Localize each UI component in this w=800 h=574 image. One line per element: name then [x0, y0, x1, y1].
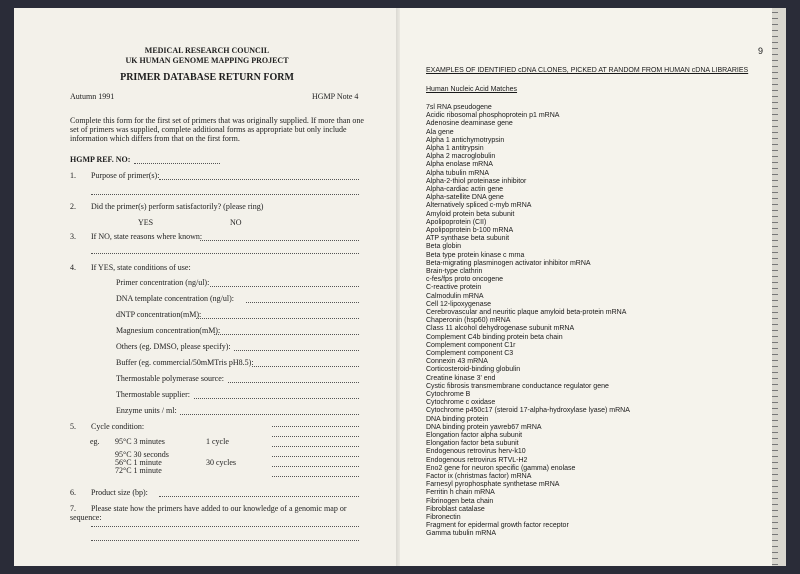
ruler-tick	[772, 462, 778, 463]
yes-option[interactable]: YES	[138, 218, 154, 227]
condition-supplier-field[interactable]	[194, 398, 359, 399]
q1-label: Purpose of primer(s):	[91, 171, 160, 180]
list-title: EXAMPLES OF IDENTIFIED cDNA CLONES, PICKED AT RANDOM FROM HUMAN cDNA LIBRARIES	[426, 67, 749, 74]
condition-magnesium-field[interactable]	[214, 334, 359, 335]
ruler-tick	[772, 444, 778, 445]
ruler-tick	[772, 498, 778, 499]
condition-buffer-label: Buffer (eg. commercial/50mMTris pH8.5):	[116, 358, 254, 367]
cycle-b-count: 30 cycles	[206, 458, 236, 467]
condition-primer-field[interactable]	[210, 286, 359, 287]
form-date: Autumn 1991	[70, 92, 115, 101]
ref-number-label: HGMP REF. NO:	[70, 155, 131, 164]
list-item: Apolipoprotein b-100 mRNA	[426, 227, 514, 234]
condition-polymerase-label: Thermostable polymerase source:	[116, 374, 224, 383]
ruler-tick	[772, 120, 778, 121]
ruler-tick	[772, 252, 778, 253]
condition-polymerase-field[interactable]	[228, 382, 359, 383]
q1-number: 1.	[70, 171, 76, 180]
ruler-tick	[772, 270, 778, 271]
list-item: Fibrinogen beta chain	[426, 497, 494, 505]
condition-dntp-label: dNTP concentration(mM):	[116, 310, 202, 319]
q6-label: Product size (bp):	[91, 488, 148, 497]
q7-label: Please state how the primers have added to our knowledge of a genomic map or	[91, 504, 347, 513]
ruler-tick	[772, 96, 778, 97]
ruler-tick	[772, 288, 778, 289]
condition-enzyme-label: Enzyme units / ml:	[116, 406, 177, 415]
ruler-tick	[772, 174, 778, 175]
ruler-tick	[772, 516, 778, 517]
cycle-field-6[interactable]	[272, 476, 359, 477]
list-item: Cytochrome c oxidase	[426, 399, 496, 407]
ruler-tick	[772, 198, 778, 199]
ruler-tick	[772, 36, 778, 37]
ruler-tick	[772, 534, 778, 535]
ruler-tick	[772, 546, 778, 547]
list-item: Factor ix (christmas factor) mRNA	[426, 473, 532, 480]
page-edge-ruler	[772, 8, 786, 566]
ruler-tick	[772, 510, 778, 511]
list-item: Cell 12-lipoxygenase	[426, 300, 491, 308]
cycle-field-4[interactable]	[272, 456, 359, 457]
list-item: Connexin 43 mRNA	[426, 358, 488, 366]
ruler-tick	[772, 78, 778, 79]
ruler-tick	[772, 366, 778, 367]
list-item: Gamma tubulin mRNA	[426, 530, 497, 538]
ruler-tick	[772, 132, 778, 133]
ruler-tick	[772, 318, 778, 319]
ruler-tick	[772, 90, 778, 91]
ruler-tick	[772, 312, 778, 313]
list-item: Chaperonin (hsp60) mRNA	[426, 317, 511, 325]
cycle-a-count: 1 cycle	[206, 437, 229, 446]
ruler-tick	[772, 564, 778, 565]
list-item: Endogenous retrovirus RTVL-H2	[426, 456, 528, 464]
list-item: Adenosine deaminase gene	[426, 120, 513, 128]
ruler-tick	[772, 408, 778, 409]
list-item: c-fes/fps proto oncogene	[426, 276, 504, 284]
condition-template-label: DNA template concentration (ng/ul):	[116, 294, 234, 303]
list-item: Beta-migrating plasminogen activator inhibitor mRNA	[426, 259, 591, 267]
ruler-tick	[772, 24, 778, 25]
ruler-tick	[772, 168, 778, 169]
list-subtitle: Human Nucleic Acid Matches	[426, 86, 518, 93]
ruler-tick	[772, 42, 778, 43]
ruler-tick	[772, 54, 778, 55]
list-item: Brain-type clathrin	[426, 268, 483, 275]
ruler-tick	[772, 528, 778, 529]
ruler-tick	[772, 474, 778, 475]
ruler-tick	[772, 84, 778, 85]
form-title: PRIMER DATABASE RETURN FORM	[120, 72, 294, 83]
ruler-tick	[772, 210, 778, 211]
q7-number: 7.	[70, 504, 76, 513]
q5-label: Cycle condition:	[91, 422, 145, 431]
condition-template-field[interactable]	[246, 302, 359, 303]
list-item: Elongation factor beta subunit	[426, 440, 519, 448]
ruler-tick	[772, 60, 778, 61]
ruler-tick	[772, 18, 778, 19]
project-heading: UK HUMAN GENOME MAPPING PROJECT	[125, 56, 289, 65]
q4-number: 4.	[70, 263, 76, 272]
ruler-tick	[772, 300, 778, 301]
intro-line-2: set of primers was supplied, complete additional forms as appropriate but only include	[70, 125, 347, 134]
list-item: ATP synthase beta subunit	[426, 235, 510, 243]
ruler-tick	[772, 420, 778, 421]
q3-field[interactable]	[200, 240, 359, 241]
ruler-tick	[772, 390, 778, 391]
q7-field-line-1[interactable]	[91, 526, 359, 527]
ruler-tick	[772, 492, 778, 493]
ruler-tick	[772, 306, 778, 307]
ruler-tick	[772, 48, 778, 49]
intro-line-3: information which differs from that on the first form.	[70, 134, 240, 143]
list-item: Corticosteroid-binding globulin	[426, 366, 521, 374]
list-item: Alpha-cardiac actin gene	[426, 186, 504, 193]
list-item: Complement C4b binding protein beta chain	[426, 333, 563, 341]
ruler-tick	[772, 114, 778, 115]
ruler-tick	[772, 324, 778, 325]
cycle-field-2[interactable]	[272, 436, 359, 437]
q3-number: 3.	[70, 232, 76, 241]
ruler-tick	[772, 150, 778, 151]
cycle-b-line-2: 56°C 1 minute	[115, 458, 162, 467]
list-item: Alpha-2-thiol proteinase inhibitor	[426, 177, 527, 185]
ruler-tick	[772, 348, 778, 349]
q3-label: If NO, state reasons where known:	[91, 232, 203, 241]
ruler-tick	[772, 330, 778, 331]
q2-label: Did the primer(s) perform satisfactorily? (please ring)	[91, 202, 264, 211]
q5-number: 5.	[70, 422, 76, 431]
ruler-tick	[772, 276, 778, 277]
ruler-tick	[772, 384, 778, 385]
list-item: Elongation factor alpha subunit	[426, 432, 523, 439]
ruler-tick	[772, 372, 778, 373]
ruler-tick	[772, 186, 778, 187]
ruler-tick	[772, 552, 778, 553]
cycle-a-temp: 95°C 3 minutes	[115, 437, 165, 446]
cycle-b-line-3: 72°C 1 minute	[115, 466, 162, 475]
ruler-tick	[772, 378, 778, 379]
list-item: 7sl RNA pseudogene	[426, 104, 492, 111]
ruler-tick	[772, 162, 778, 163]
cycle-field-5[interactable]	[272, 466, 359, 467]
list-item: Beta type protein kinase c mrna	[426, 251, 525, 259]
ruler-tick	[772, 354, 778, 355]
ruler-tick	[772, 222, 778, 223]
list-item: Acidic ribosomal phosphoprotein p1 mRNA	[426, 112, 560, 120]
list-item: Ala gene	[426, 128, 454, 136]
ruler-tick	[772, 540, 778, 541]
list-item: Alpha 1 antichymotrypsin	[426, 136, 505, 144]
condition-enzyme-field[interactable]	[180, 414, 359, 415]
council-heading: MEDICAL RESEARCH COUNCIL	[144, 46, 270, 55]
condition-supplier-label: Thermostable supplier:	[116, 390, 190, 399]
list-item: C-reactive protein	[426, 284, 482, 292]
list-item: Alpha tubulin mRNA	[426, 169, 490, 177]
ruler-tick	[772, 336, 778, 337]
ruler-tick	[772, 504, 778, 505]
ruler-tick	[772, 450, 778, 451]
ruler-tick	[772, 456, 778, 457]
list-item: Creatine kinase 3' end	[426, 374, 496, 382]
ruler-tick	[772, 246, 778, 247]
list-item: Fibroblast catalase	[426, 505, 485, 513]
list-item: Ferritin h chain mRNA	[426, 489, 495, 497]
ruler-tick	[772, 558, 778, 559]
list-item: Beta globin	[426, 243, 462, 251]
list-item: Cytochrome B	[426, 391, 471, 398]
list-item: Cerebrovascular and neuritic plaque amyloid beta-protein mRNA	[426, 309, 627, 316]
condition-magnesium-label: Magnesium concentration(mM):	[116, 326, 221, 335]
q3-field-line-2[interactable]	[91, 253, 359, 254]
list-item: Alpha enolase mRNA	[426, 161, 493, 169]
ruler-tick	[772, 414, 778, 415]
ruler-tick	[772, 138, 778, 139]
ruler-tick	[772, 402, 778, 403]
form-note-number: HGMP Note 4	[312, 92, 359, 101]
ruler-tick	[772, 192, 778, 193]
ruler-tick	[772, 342, 778, 343]
intro-line-1: Complete this form for the first set of primers that was originally supplied. If more than one	[70, 116, 364, 125]
ruler-tick	[772, 234, 778, 235]
ruler-tick	[772, 240, 778, 241]
list-item: DNA binding protein yavreb67 mRNA	[426, 423, 542, 431]
ruler-tick	[772, 264, 778, 265]
ruler-tick	[772, 360, 778, 361]
q7-label-cont: sequence:	[70, 513, 102, 522]
ruler-tick	[772, 396, 778, 397]
list-item: Amyloid protein beta subunit	[426, 210, 515, 218]
list-item: Eno2 gene for neuron specific (gamma) enolase	[426, 464, 576, 472]
list-item: Apolipoprotein (CII)	[426, 218, 487, 226]
ruler-tick	[772, 204, 778, 205]
list-item: Complement component C1r	[426, 341, 516, 349]
ruler-tick	[772, 522, 778, 523]
left-page-form	[14, 8, 401, 566]
ruler-tick	[772, 180, 778, 181]
ruler-tick	[772, 216, 778, 217]
q2-number: 2.	[70, 202, 76, 211]
q1-field[interactable]	[159, 179, 359, 180]
list-item: DNA binding protein	[426, 415, 489, 423]
ruler-tick	[772, 102, 778, 103]
list-item: Fibronectin	[426, 514, 461, 521]
list-item: Complement component C3	[426, 350, 514, 357]
list-item: Alternatively spliced c-myb mRNA	[426, 202, 532, 210]
list-item: Calmodulin mRNA	[426, 292, 484, 300]
list-item: Fragment for epidermal growth factor receptor	[426, 522, 569, 530]
condition-primer-label: Primer concentration (ng/ul):	[116, 278, 210, 287]
ruler-tick	[772, 144, 778, 145]
cycle-eg-label: eg.	[90, 437, 100, 446]
ruler-tick	[772, 66, 778, 67]
list-item: Alpha 1 antitrypsin	[426, 145, 484, 152]
q7-field-line-2[interactable]	[91, 540, 359, 541]
list-item: Cytochrome p450c17 (steroid 17-alpha-hydroxylase lyase) mRNA	[426, 407, 630, 415]
cycle-field-1[interactable]	[272, 426, 359, 427]
list-item: Alpha 2 macroglobulin	[426, 153, 496, 161]
ruler-tick	[772, 480, 778, 481]
ruler-tick	[772, 126, 778, 127]
list-item: Cystic fibrosis transmembrane conductance regulator gene	[426, 382, 609, 390]
ruler-tick	[772, 228, 778, 229]
condition-buffer-field[interactable]	[252, 366, 359, 367]
ruler-tick	[772, 72, 778, 73]
ref-number-field[interactable]	[134, 163, 220, 164]
condition-others-label: Others (eg. DMSO, please specify):	[116, 342, 231, 351]
list-item: Farnesyl pyrophosphate synthetase mRNA	[426, 481, 560, 489]
right-page-list	[400, 8, 786, 566]
ruler-tick	[772, 30, 778, 31]
cycle-b-line-1: 95°C 30 seconds	[115, 450, 169, 459]
q1-field-line-2[interactable]	[91, 194, 359, 195]
ruler-tick	[772, 432, 778, 433]
ruler-tick	[772, 426, 778, 427]
page-number: 9	[758, 46, 764, 56]
ruler-tick	[772, 294, 778, 295]
q6-number: 6.	[70, 488, 76, 497]
ruler-tick	[772, 12, 778, 13]
ruler-tick	[772, 258, 778, 259]
ruler-tick	[772, 486, 778, 487]
list-item: Alpha-satellite DNA gene	[426, 194, 504, 202]
q6-field[interactable]	[159, 496, 359, 497]
list-item: Endogenous retrovirus herv-k10	[426, 448, 526, 456]
q4-label: If YES, state conditions of use:	[91, 263, 191, 272]
ruler-tick	[772, 282, 778, 283]
ruler-tick	[772, 438, 778, 439]
ruler-tick	[772, 108, 778, 109]
condition-others-field[interactable]	[234, 350, 359, 351]
ruler-tick	[772, 468, 778, 469]
list-item: Class 11 alcohol dehydrogenase subunit mRNA	[426, 325, 575, 333]
condition-dntp-field[interactable]	[196, 318, 359, 319]
ruler-tick	[772, 156, 778, 157]
no-option[interactable]: NO	[230, 218, 242, 227]
cycle-field-3[interactable]	[272, 446, 359, 447]
